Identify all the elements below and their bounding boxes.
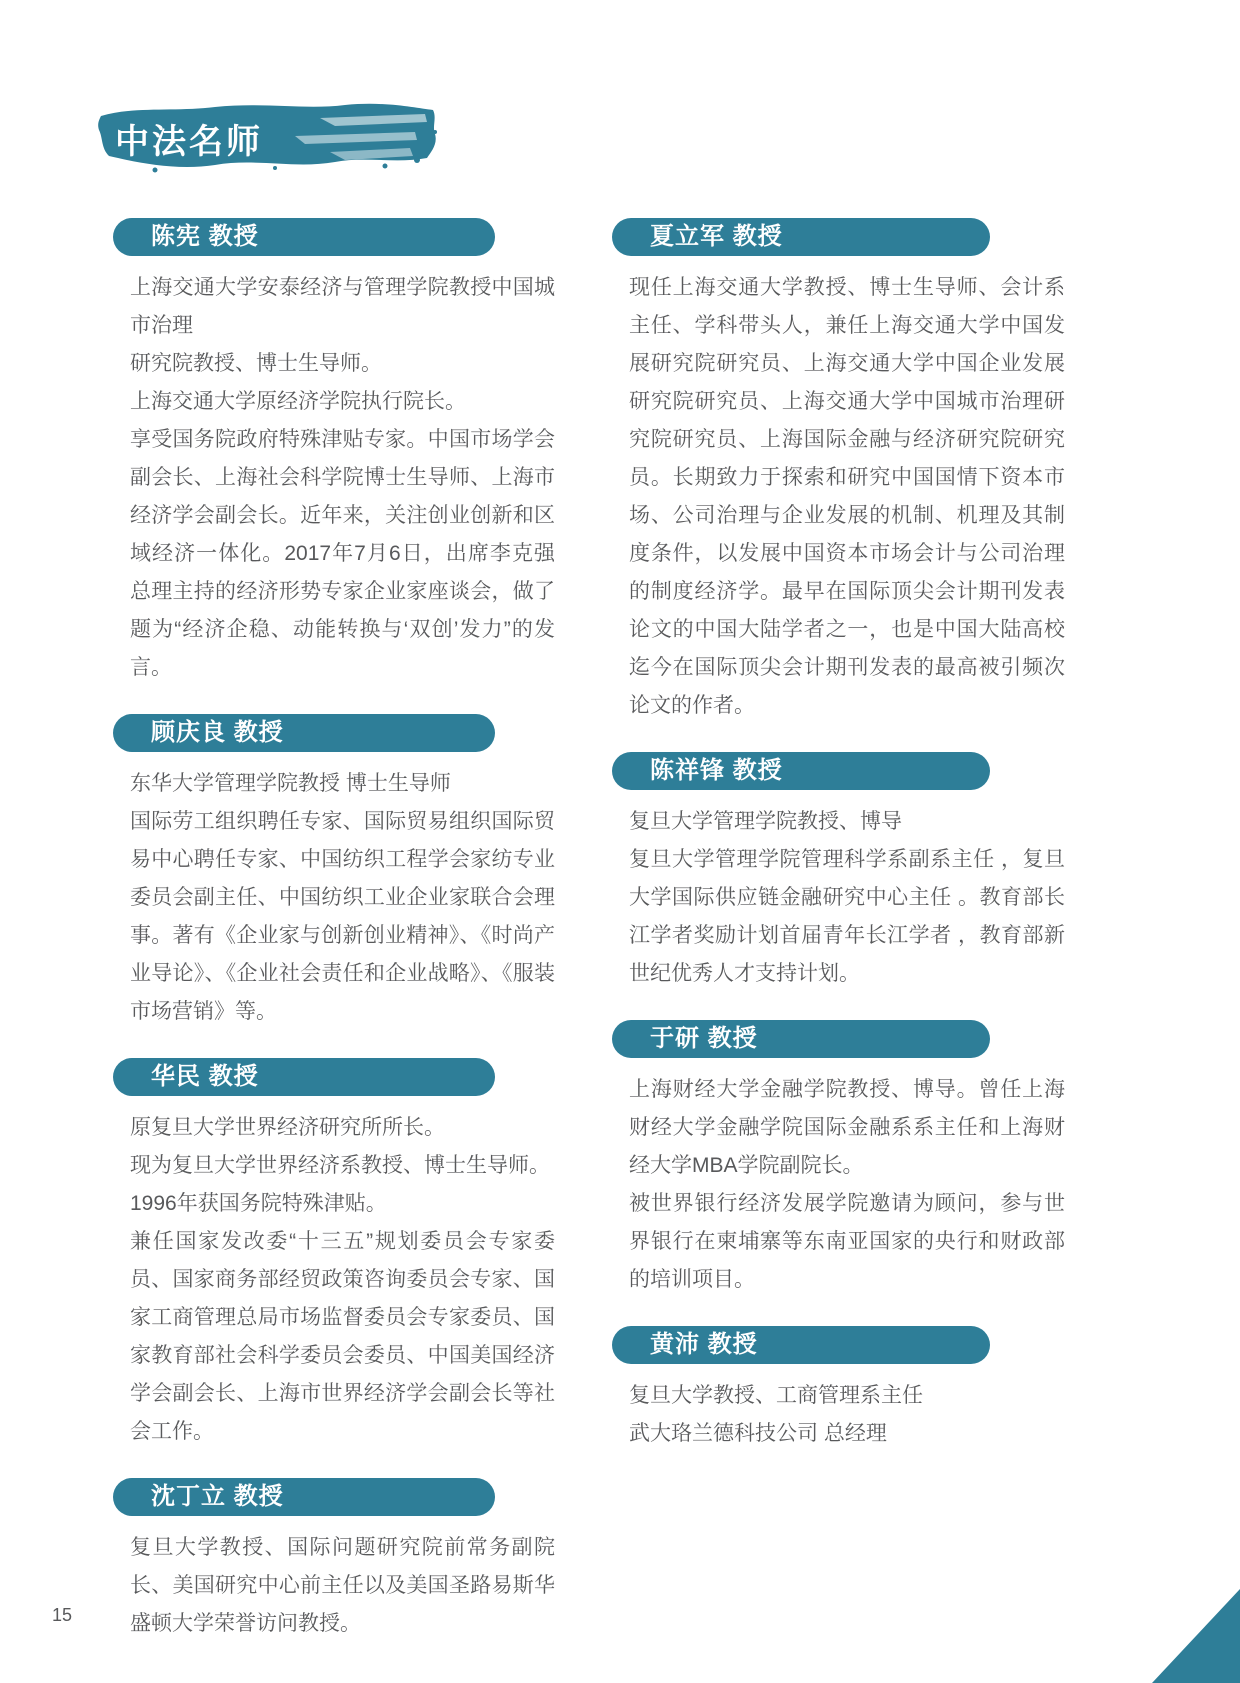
professor-section-gu-qingliang (113, 714, 556, 1031)
professor-bio (113, 1096, 555, 1451)
professor-name-header: 陈祥锋 教授 (612, 752, 990, 790)
corner-decoration (1152, 1589, 1240, 1683)
bio-paragraph: 兼任国家发改委“十三五”规划委员会专家委员、国家商务部经贸政策咨询委员会专家、国家工商管理总局市场监督委员会专家委员、国家教育部社会科学委员会委员、中国美国经济学会副会长、上海市世界经济学会副会长等社会工作。 (130, 1230, 555, 1443)
bio-paragraph: 东华大学管理学院教授 博士生导师 (130, 772, 451, 795)
professor-section-hua-min (113, 1058, 556, 1451)
right-column (612, 218, 1064, 1480)
professor-name-header: 夏立军 教授 (612, 218, 990, 256)
professor-name-header: 黄沛 教授 (612, 1326, 990, 1364)
professor-bio (113, 1516, 555, 1643)
professor-bio (612, 790, 1065, 993)
title-banner (95, 98, 440, 176)
professor-name-header: 沈丁立 教授 (113, 1478, 495, 1516)
professor-name-header: 陈宪 教授 (113, 218, 495, 256)
bio-paragraph: 复旦大学管理学院管理科学系副系主任 ，复旦大学国际供应链金融研究中心主任 。教育部长江学者奖励计划首届青年长江学者 ，教育部新世纪优秀人才支持计划。 (629, 848, 1065, 985)
professor-name-header: 于研 教授 (612, 1020, 990, 1058)
bio-paragraph: 原复旦大学世界经济研究所所长。 (130, 1116, 445, 1139)
left-column (113, 218, 556, 1670)
professor-section-shen-dingli (113, 1478, 556, 1643)
professor-bio (612, 256, 1065, 725)
professor-name-header: 顾庆良 教授 (113, 714, 495, 752)
professor-name-header: 华民 教授 (113, 1058, 495, 1096)
bio-paragraph: 复旦大学教授、国际问题研究院前常务副院长、美国研究中心前主任以及美国圣路易斯华盛顿大学荣誉访问教授。 (130, 1536, 555, 1635)
bio-paragraph: 上海交通大学原经济学院执行院长。 (130, 390, 466, 413)
professor-section-yu-yan (612, 1020, 1064, 1299)
bio-paragraph: 上海财经大学金融学院教授、博导。曾任上海财经大学金融学院国际金融系系主任和上海财经大学MBA学院副院长。 (629, 1078, 1065, 1177)
bio-paragraph: 被世界银行经济发展学院邀请为顾问，参与世界银行在柬埔寨等东南亚国家的央行和财政部的培训项目。 (629, 1192, 1065, 1291)
professor-bio (612, 1364, 1065, 1453)
professor-bio (113, 256, 555, 687)
professor-section-chen-xian (113, 218, 556, 687)
bio-paragraph: 上海交通大学安泰经济与管理学院教授中国城市治理 (130, 276, 555, 337)
professor-section-xia-lijun (612, 218, 1064, 725)
bio-paragraph: 国际劳工组织聘任专家、国际贸易组织国际贸易中心聘任专家、中国纺织工程学会家纺专业委员会副主任、中国纺织工业企业家联合会理事。著有《企业家与创新创业精神》、《时尚产业导论》、《企业社会责任和企业战略》、《服装市场营销》等。 (130, 810, 555, 1023)
professor-section-chen-xiangfeng (612, 752, 1064, 993)
professor-section-huang-pei (612, 1326, 1064, 1453)
bio-paragraph: 现任上海交通大学教授、博士生导师、会计系主任、学科带头人，兼任上海交通大学中国发展研究院研究员、上海交通大学中国企业发展研究院研究员、上海交通大学中国城市治理研究院研究员、上海国际金融与经济研究院研究员。长期致力于探索和研究中国国情下资本市场、公司治理与企业发展的机制、机理及其制度条件，以发展中国资本市场会计与公司治理的制度经济学。最早在国际顶尖会计期刊发表论文的中国大陆学者之一，也是中国大陆高校迄今在国际顶尖会计期刊发表的最高被引频次论文的作者。 (629, 276, 1065, 717)
page-title: 中法名师 (115, 123, 263, 161)
bio-paragraph: 享受国务院政府特殊津贴专家。中国市场学会副会长、上海社会科学院博士生导师、上海市经济学会副会长。近年来，关注创业创新和区域经济一体化。2017年7月6日，出席李克强总理主持的经济形势专家企业家座谈会，做了题为“经济企稳、动能转换与‘双创’发力”的发言。 (130, 428, 555, 679)
bio-paragraph: 现为复旦大学世界经济系教授、博士生导师。 (130, 1154, 550, 1177)
professor-bio (113, 752, 555, 1031)
professor-bio (612, 1058, 1065, 1299)
page-number: 15 (52, 1605, 73, 1625)
bio-paragraph: 1996年获国务院特殊津贴。 (130, 1192, 387, 1215)
bio-paragraph: 研究院教授、博士生导师。 (130, 352, 382, 375)
bio-paragraph: 复旦大学管理学院教授、博导 (629, 810, 902, 833)
bio-paragraph: 武大珞兰德科技公司 总经理 (629, 1422, 887, 1445)
bio-paragraph: 复旦大学教授、工商管理系主任 (629, 1384, 923, 1407)
